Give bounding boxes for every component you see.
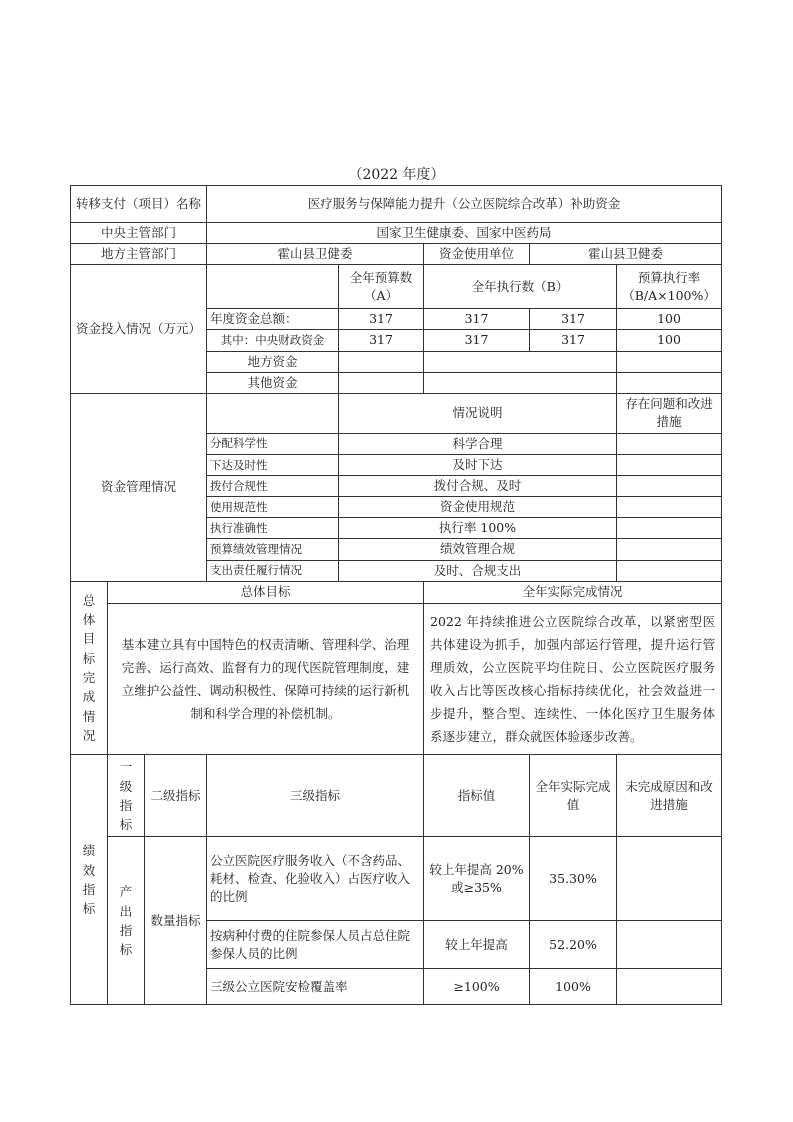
- funds-row-rate: [617, 351, 722, 372]
- management-desc-header: 情况说明: [339, 393, 617, 433]
- management-issue: [617, 476, 722, 497]
- management-issue: [617, 433, 722, 454]
- goals-label: [71, 581, 108, 755]
- management-item: 使用规范性: [207, 497, 339, 518]
- management-desc: 绩效管理合规: [339, 539, 617, 560]
- level1-header-text: 一 级 指 标: [119, 759, 133, 833]
- unit-label: 资金使用单位: [424, 244, 530, 265]
- performance-label-text: 绩 效 指 标: [82, 843, 96, 917]
- funds-row-a: 317: [339, 309, 424, 330]
- local-dept-value: 霍山县卫健委: [207, 244, 424, 265]
- management-item: 支出责任履行情况: [207, 560, 339, 581]
- management-desc: 及时下达: [339, 454, 617, 475]
- level1-output-text: 产 出 指 标: [119, 884, 133, 958]
- management-desc: 科学合理: [339, 433, 617, 454]
- indicator-reason: [617, 921, 722, 969]
- level3-indicator: 三级公立医院安检覆盖率: [207, 969, 424, 1005]
- management-issue: [617, 518, 722, 539]
- management-item: 拨付合规性: [207, 476, 339, 497]
- management-item: 预算绩效管理情况: [207, 539, 339, 560]
- level1-header: [108, 755, 145, 837]
- reason-header: 未完成原因和改进措施: [617, 755, 722, 837]
- project-value: 医疗服务与保障能力提升（公立医院综合改革）补助资金: [207, 186, 722, 223]
- goals-actual-text: 2022 年持续推进公立医院综合改革，以紧密型医共体建设为抓手，加强内部运行管理，提升运行管理质效，公立医院平均住院日、公立医院医疗服务收入占比等医改核心指标持续优化，社会效益进一步提升，整合型、连续性、一体化医疗卫生服务体系逐步建立，群众就医体验逐步改善。: [424, 603, 722, 755]
- funds-header-rate: 预算执行率（B/A×100%）: [617, 265, 722, 309]
- funds-label: 资金投入情况（万元）: [71, 265, 207, 394]
- management-item: 分配科学性: [207, 433, 339, 454]
- funds-header-execution: 全年执行数（B）: [424, 265, 617, 309]
- indicator-reason: [617, 969, 722, 1005]
- management-issue: [617, 560, 722, 581]
- central-dept-value: 国家卫生健康委、国家中医药局: [207, 223, 722, 244]
- actual-header: 全年实际完成值: [530, 755, 617, 837]
- funds-row-rate: 100: [617, 309, 722, 330]
- management-item: 下达及时性: [207, 454, 339, 475]
- funds-row-b1: [424, 351, 617, 372]
- goals-label-text: 总 体 目 标 完 成 情 况: [82, 592, 96, 744]
- central-dept-label: 中央主管部门: [71, 223, 207, 244]
- indicator-actual: 52.20%: [530, 921, 617, 969]
- performance-label: [71, 755, 108, 1005]
- funds-row-rate: [617, 372, 722, 393]
- funds-row-a: [339, 372, 424, 393]
- funds-row-b1: [424, 372, 617, 393]
- project-label: 转移支付（项目）名称: [71, 186, 207, 223]
- funds-row-b2: 317: [530, 309, 617, 330]
- management-header-empty: [207, 393, 339, 433]
- management-desc: 及时、合规支出: [339, 560, 617, 581]
- management-desc: 执行率 100%: [339, 518, 617, 539]
- goals-overall-header: 总体目标: [108, 581, 424, 603]
- indicator-reason: [617, 837, 722, 921]
- funds-row-label: 其中：中央财政资金: [207, 330, 339, 351]
- level2-quantity: 数量指标: [145, 837, 207, 1005]
- funds-row-label: 其他资金: [207, 372, 339, 393]
- management-issue: [617, 454, 722, 475]
- level1-output: [108, 837, 145, 1005]
- funds-row-b2: 317: [530, 330, 617, 351]
- level2-header: 二级指标: [145, 755, 207, 837]
- funds-row-b1: 317: [424, 309, 530, 330]
- funds-row-b1: 317: [424, 330, 530, 351]
- level3-header: 三级指标: [207, 755, 424, 837]
- indicator-value: 较上年提高 20%或≥35%: [424, 837, 530, 921]
- management-issue-header: 存在问题和改进措施: [617, 393, 722, 433]
- management-item: 执行准确性: [207, 518, 339, 539]
- management-desc: 拨付合规、及时: [339, 476, 617, 497]
- indicator-actual: 100%: [530, 969, 617, 1005]
- funds-row-label: 地方资金: [207, 351, 339, 372]
- management-issue: [617, 497, 722, 518]
- funds-header-budget: 全年预算数（A）: [339, 265, 424, 309]
- management-issue: [617, 539, 722, 560]
- level3-indicator: 公立医院医疗服务收入（不含药品、耗材、检查、化验收入）占医疗收入的比例: [207, 837, 424, 921]
- local-dept-label: 地方主管部门: [71, 244, 207, 265]
- funds-row-a: 317: [339, 330, 424, 351]
- funds-row-label: 年度资金总额：: [207, 309, 339, 330]
- performance-table: [70, 185, 722, 1005]
- indicator-value: 较上年提高: [424, 921, 530, 969]
- funds-row-rate: 100: [617, 330, 722, 351]
- goals-actual-header: 全年实际完成情况: [424, 581, 722, 603]
- funds-header-empty: [207, 265, 339, 309]
- indicator-actual: 35.30%: [530, 837, 617, 921]
- unit-value: 霍山县卫健委: [530, 244, 722, 265]
- management-desc: 资金使用规范: [339, 497, 617, 518]
- level3-indicator: 按病种付费的住院参保人员占总住院参保人员的比例: [207, 921, 424, 969]
- year-title: （2022 年度）: [348, 167, 445, 183]
- indicator-value: ≥100%: [424, 969, 530, 1005]
- funds-row-a: [339, 351, 424, 372]
- value-header: 指标值: [424, 755, 530, 837]
- management-label: 资金管理情况: [71, 393, 207, 581]
- goals-overall-text: 基本建立具有中国特色的权责清晰、管理科学、治理完善、运行高效、监督有力的现代医院管理制度，建立维护公益性、调动积极性、保障可持续的运行新机制和科学合理的补偿机制。: [108, 603, 424, 755]
